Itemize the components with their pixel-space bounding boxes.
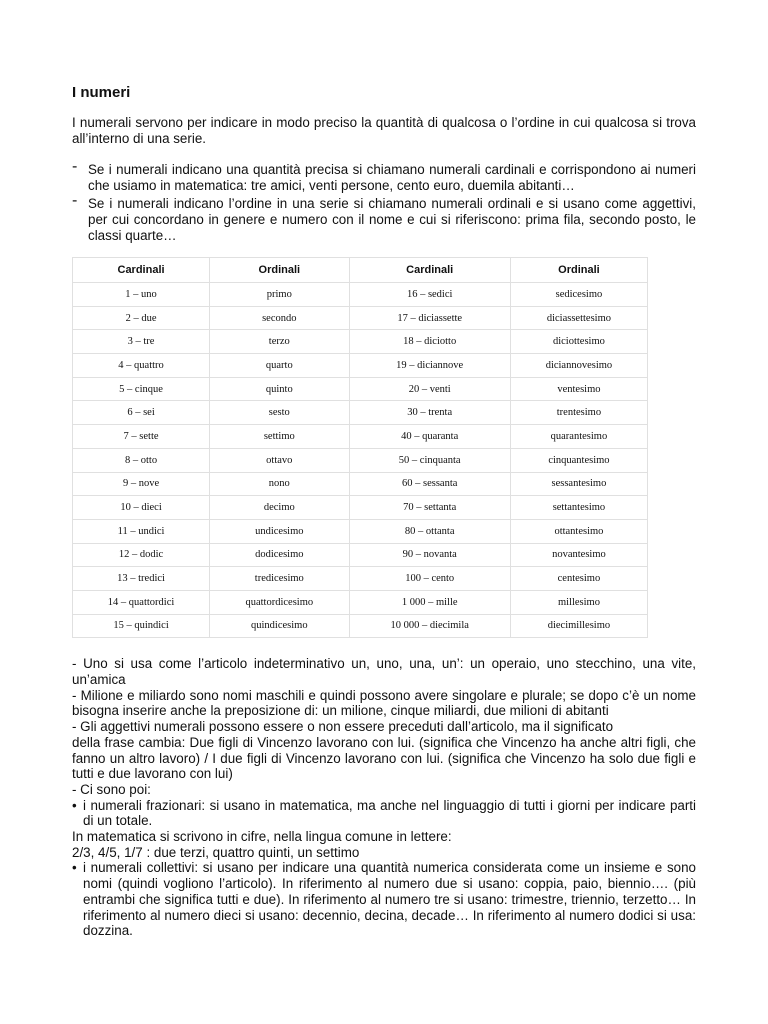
cell-ordinale: dodicesimo [210, 543, 349, 567]
cell-ordinale: millesimo [510, 590, 647, 614]
bullet-frazionari [72, 798, 696, 829]
cell-cardinale: 17 – diciassette [349, 306, 510, 330]
note-uno: - Uno si usa come l’articolo indeterminativo un, uno, una, un’: un operaio, uno stecchino, una vite, un’amica [72, 656, 696, 688]
dash-item-ordinali [72, 192, 696, 244]
bullet-marker: • [72, 797, 77, 813]
cell-ordinale: primo [210, 283, 349, 307]
cell-cardinale: 50 – cinquanta [349, 448, 510, 472]
cell-cardinale: 1 – uno [73, 283, 210, 307]
header-ordinali: Ordinali [210, 258, 349, 283]
table-row [73, 590, 648, 614]
dash-list [72, 158, 696, 244]
note-esempi-frazioni: 2/3, 4/5, 1/7 : due terzi, quattro quinti, un settimo [72, 844, 360, 860]
cell-cardinale: 14 – quattordici [73, 590, 210, 614]
cell-ordinale: quarantesimo [510, 425, 647, 449]
cell-cardinale: 15 – quindici [73, 614, 210, 638]
bullet-collettivi [72, 860, 696, 939]
cell-ordinale: sedicesimo [510, 283, 647, 307]
cell-cardinale: 100 – cento [349, 567, 510, 591]
cell-ordinale: nono [210, 472, 349, 496]
cell-ordinale: terzo [210, 330, 349, 354]
cell-ordinale: ventesimo [510, 377, 647, 401]
table-row [73, 283, 648, 307]
table-row [73, 306, 648, 330]
cell-cardinale: 3 – tre [73, 330, 210, 354]
cell-ordinale: decimo [210, 496, 349, 520]
cell-ordinale: trentesimo [510, 401, 647, 425]
cell-ordinale: centesimo [510, 567, 647, 591]
cell-ordinale: undicesimo [210, 519, 349, 543]
document-page [72, 84, 696, 939]
note-aggettivi-esempio: della frase cambia: Due figli di Vincenzo lavorano con lui. (significa che Vincenzo ha anche altri figli, che fanno un altro lavoro) / I due figli di Vincenzo lavorano con lui. (significa che Vincenzo ha solo due figli e tutti e due lavorano con lui) [72, 734, 696, 782]
cell-ordinale: diciassettesimo [510, 306, 647, 330]
cell-cardinale: 10 – dieci [73, 496, 210, 520]
note-cifre: In matematica si scrivono in cifre, nella lingua comune in lettere: [72, 829, 452, 845]
cell-cardinale: 12 – dodic [73, 543, 210, 567]
cell-cardinale: 1 000 – mille [349, 590, 510, 614]
page-title: I numeri [72, 84, 131, 101]
cell-ordinale: sesto [210, 401, 349, 425]
cell-ordinale: settimo [210, 425, 349, 449]
table-row [73, 330, 648, 354]
cell-ordinale: quattordicesimo [210, 590, 349, 614]
cell-ordinale: cinquantesimo [510, 448, 647, 472]
cell-cardinale: 5 – cinque [73, 377, 210, 401]
cell-cardinale: 13 – tredici [73, 567, 210, 591]
dash-marker: - [72, 158, 78, 175]
cell-cardinale: 40 – quaranta [349, 425, 510, 449]
cell-cardinale: 10 000 – diecimila [349, 614, 510, 638]
bullet-text: i numerali collettivi: si usano per indicare una quantità numerica considerata come un insieme e sono nomi (quindi vogliono l’articolo). In riferimento al numero due si usano: coppia, paio, biennio…. (più entrambi che significa tutti e due). In riferimento al numero tre si usano: trimestre, triennio, terzetto… In riferimento al numero dieci si usano: decennio, decina, decade… In riferimento al numero dodici si usa: dozzina. [83, 860, 696, 939]
cell-cardinale: 11 – undici [73, 519, 210, 543]
note-milione: - Milione e miliardo sono nomi maschili e quindi possono avere singolare e plurale; se dopo c’è un nome bisogna inserire anche la preposizione di: un milione, cinque miliardi, due milioni di abitanti [72, 687, 696, 719]
cell-cardinale: 18 – diciotto [349, 330, 510, 354]
cell-ordinale: quindicesimo [210, 614, 349, 638]
dash-item-cardinali [72, 158, 696, 194]
cell-ordinale: diecimillesimo [510, 614, 647, 638]
table-row [73, 614, 648, 638]
cell-ordinale: quinto [210, 377, 349, 401]
dash-marker: - [72, 192, 78, 209]
cell-ordinale: tredicesimo [210, 567, 349, 591]
cell-cardinale: 20 – venti [349, 377, 510, 401]
cell-cardinale: 2 – due [73, 306, 210, 330]
cell-cardinale: 19 – diciannove [349, 354, 510, 378]
numbers-table [72, 257, 648, 638]
table-row [73, 448, 648, 472]
cell-cardinale: 4 – quattro [73, 354, 210, 378]
dash-item-text: Se i numerali indicano l’ordine in una serie si chiamano numerali ordinali e si usano come aggettivi, per cui concordano in genere e numero con il nome e cui si riferiscono: prima fila, secondo posto, le classi quarte… [88, 196, 696, 243]
table-row [73, 472, 648, 496]
cell-ordinale: settantesimo [510, 496, 647, 520]
cell-ordinale: diciannovesimo [510, 354, 647, 378]
intro-paragraph: I numerali servono per indicare in modo preciso la quantità di qualcosa o l’ordine in cui qualcosa si trova all’interno di una serie. [72, 115, 696, 146]
cell-cardinale: 8 – otto [73, 448, 210, 472]
cell-cardinale: 80 – ottanta [349, 519, 510, 543]
table-row [73, 519, 648, 543]
table-row [73, 543, 648, 567]
header-ordinali: Ordinali [510, 258, 647, 283]
cell-ordinale: ottavo [210, 448, 349, 472]
cell-cardinale: 6 – sei [73, 401, 210, 425]
cell-cardinale: 30 – trenta [349, 401, 510, 425]
dash-item-text: Se i numerali indicano una quantità precisa si chiamano numerali cardinali e corrispondono ai numeri che usiamo in matematica: tre amici, venti persone, cento euro, duemila abitanti… [88, 162, 696, 193]
cell-ordinale: ottantesimo [510, 519, 647, 543]
cell-ordinale: sessantesimo [510, 472, 647, 496]
table-body [73, 283, 648, 638]
table-row [73, 377, 648, 401]
table-row [73, 425, 648, 449]
header-cardinali: Cardinali [73, 258, 210, 283]
cell-cardinale: 60 – sessanta [349, 472, 510, 496]
cell-cardinale: 7 – sette [73, 425, 210, 449]
cell-ordinale: diciottesimo [510, 330, 647, 354]
table-header-row [73, 258, 648, 283]
cell-cardinale: 70 – settanta [349, 496, 510, 520]
note-ci-sono: - Ci sono poi: [72, 781, 151, 797]
table-row [73, 567, 648, 591]
cell-ordinale: novantesimo [510, 543, 647, 567]
table-row [73, 401, 648, 425]
cell-ordinale: secondo [210, 306, 349, 330]
cell-cardinale: 9 – nove [73, 472, 210, 496]
bullet-marker: • [72, 860, 77, 876]
note-aggettivi-intro: - Gli aggettivi numerali possono essere o non essere preceduti dall’articolo, ma il significato [72, 719, 614, 735]
bullet-text: i numerali frazionari: si usano in matematica, ma anche nel linguaggio di tutti i giorni per indicare parti di un totale. [83, 797, 696, 829]
header-cardinali: Cardinali [349, 258, 510, 283]
table-row [73, 496, 648, 520]
cell-cardinale: 16 – sedici [349, 283, 510, 307]
table-row [73, 354, 648, 378]
notes-section [72, 656, 696, 939]
cell-cardinale: 90 – novanta [349, 543, 510, 567]
cell-ordinale: quarto [210, 354, 349, 378]
